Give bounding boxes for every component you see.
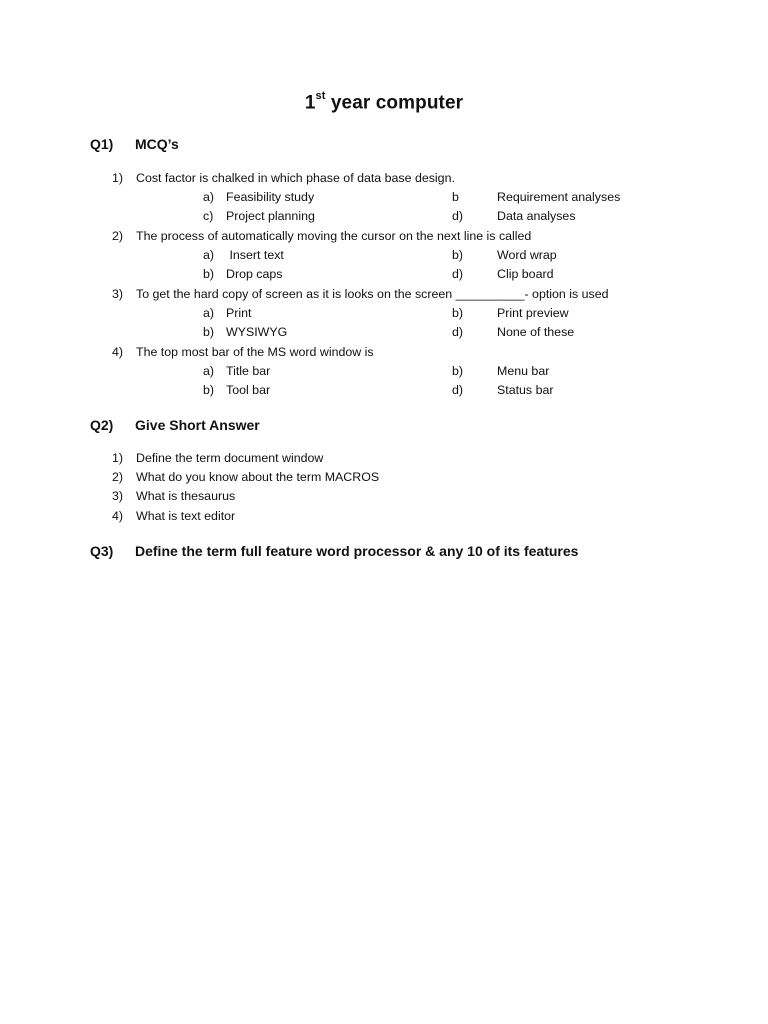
option-label: b) — [203, 325, 215, 339]
option-text: Tool bar — [226, 383, 271, 397]
option-label: b) — [203, 267, 215, 281]
title-superscript: st — [315, 90, 326, 102]
option-label: b) — [452, 306, 464, 320]
option-label: d) — [452, 267, 464, 281]
option-text: WYSIWYG — [226, 325, 288, 339]
q1-heading — [90, 136, 179, 152]
option-label: d) — [452, 209, 464, 223]
title-number: 1 — [304, 92, 316, 114]
page-title — [0, 92, 768, 114]
option-text: Print preview — [497, 306, 569, 320]
q2-number: Q2) — [90, 417, 114, 433]
question-text: What do you know about the term MACROS — [136, 470, 380, 484]
option-label: b) — [452, 248, 464, 262]
q2-title: Give Short Answer — [135, 417, 260, 433]
question-number: 1) — [112, 171, 124, 185]
question-number: 2) — [112, 229, 124, 243]
question-number: 2) — [112, 470, 124, 484]
option-text: Clip board — [497, 267, 554, 281]
option-label: d) — [452, 325, 464, 339]
question-number: 1) — [112, 451, 124, 465]
question-text: Define the term document window — [136, 451, 324, 465]
question-text: The top most bar of the MS word window is — [136, 345, 374, 359]
question-number: 3) — [112, 287, 124, 301]
option-text: Requirement analyses — [497, 190, 621, 204]
question-text: To get the hard copy of screen as it is looks on the screen __________- option is used — [136, 287, 609, 301]
option-text: Insert text — [226, 248, 284, 262]
option-text: Menu bar — [497, 364, 550, 378]
option-label: a) — [203, 364, 215, 378]
option-text: Drop caps — [226, 267, 283, 281]
option-text: Data analyses — [497, 209, 576, 223]
q3-number: Q3) — [90, 543, 114, 559]
option-label: b) — [203, 383, 215, 397]
q2-heading — [90, 417, 260, 433]
q1-number: Q1) — [90, 136, 114, 152]
q3-heading — [90, 543, 578, 559]
question-number: 3) — [112, 489, 124, 503]
option-text: Project planning — [226, 209, 315, 223]
option-text: Title bar — [226, 364, 271, 378]
option-label: d) — [452, 383, 464, 397]
option-label: c) — [203, 209, 214, 223]
question-text: What is thesaurus — [136, 489, 236, 503]
option-text: None of these — [497, 325, 575, 339]
option-label: a) — [203, 248, 215, 262]
q1-title: MCQ’s — [135, 136, 179, 152]
option-text: Print — [226, 306, 252, 320]
question-text: The process of automatically moving the cursor on the next line is called — [136, 229, 532, 243]
option-text: Status bar — [497, 383, 554, 397]
option-text: Feasibility study — [226, 190, 315, 204]
question-text: What is text editor — [136, 509, 236, 523]
question-number: 4) — [112, 345, 124, 359]
option-label: b) — [452, 364, 464, 378]
option-label: b — [452, 190, 459, 204]
question-number: 4) — [112, 509, 124, 523]
title-text: year computer — [325, 92, 464, 114]
option-label: a) — [203, 190, 215, 204]
option-label: a) — [203, 306, 215, 320]
q3-title: Define the term full feature word processor & any 10 of its features — [135, 543, 579, 559]
question-text: Cost factor is chalked in which phase of data base design. — [136, 171, 455, 185]
option-text: Word wrap — [497, 248, 557, 262]
